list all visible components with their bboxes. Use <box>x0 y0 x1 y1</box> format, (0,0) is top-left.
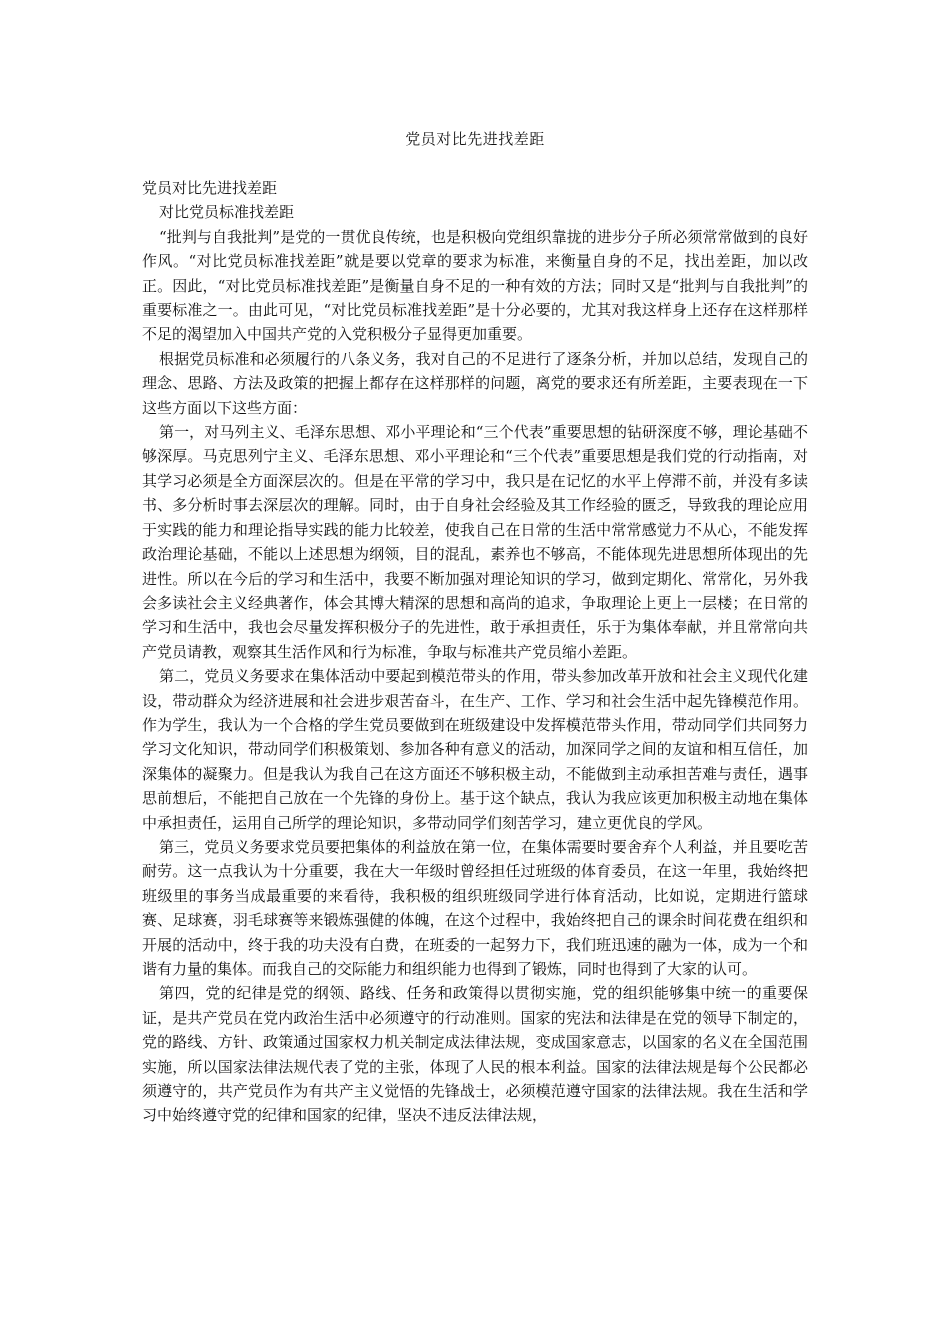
paragraph-second: 第二，党员义务要求在集体活动中要起到模范带头的作用，带头参加改革开放和社会主义现代化建设，带动群众为经济进展和社会进步艰苦奋斗，在生产、工作、学习和社会生活中起先锋模范作用。作为学生，我认为一个合格的学生党员要做到在班级建设中发挥模范带头作用，带动同学们共同努力学习文化知识，带动同学们积极策划、参加各种有意义的活动，加深同学之间的友谊和相互信任，加深集体的凝聚力。但是我认为我自己在这方面还不够积极主动，不能做到主动承担苦难与责任，遇事思前想后，不能把自己放在一个先锋的身份上。基于这个缺点，我认为我应该更加积极主动地在集体中承担责任，运用自己所学的理论知识，多带动同学们刻苦学习，建立更优良的学风。 <box>142 667 808 832</box>
paragraph-third: 第三，党员义务要求党员要把集体的利益放在第一位，在集体需要时要舍弃个人利益，并且要吃苦耐劳。这一点我认为十分重要，我在大一年级时曾经担任过班级的体育委员，在这一年里，我始终把班级里的事务当成最重要的来看待，我积极的组织班级同学进行体育活动，比如说，定期进行篮球赛、足球赛，羽毛球赛等来锻炼强健的体魄，在这个过程中，我始终把自己的课余时间花费在组织和开展的活动中，终于我的功夫没有白费，在班委的一起努力下，我们班迅速的融为一体，成为一个和谐有力量的集体。而我自己的交际能力和组织能力也得到了锻炼，同时也得到了大家的认可。 <box>142 837 808 978</box>
paragraph-analysis: 根据党员标准和必须履行的八条义务，我对自己的不足进行了逐条分析，并加以总结，发现自己的理念、思路、方法及政策的把握上都存在这样那样的问题，离党的要求还有所差距，主要表现在一下这些方面以下这些方面： <box>142 349 808 417</box>
document-body <box>142 176 808 1128</box>
document-heading: 党员对比先进找差距 <box>142 179 278 197</box>
paragraph-intro: “批判与自我批判”是党的一贯优良传统，也是积极向党组织靠拢的进步分子所必须常常做到的良好作风。“对比党员标准找差距”就是要以党章的要求为标准，来衡量自身的不足，找出差距，加以改正。因此，“对比党员标准找差距”是衡量自身不足的一种有效的方法；同时又是“批判与自我批判”的重要标准之一。由此可见，“对比党员标准找差距”是十分必要的，尤其对我这样身上还存在这样那样不足的渴望加入中国共产党的入党积极分子显得更加重要。 <box>142 227 808 344</box>
paragraph-fourth: 第四，党的纪律是党的纲领、路线、任务和政策得以贯彻实施，党的组织能够集中统一的重要保证，是共产党员在党内政治生活中必须遵守的行动准则。国家的宪法和法律是在党的领导下制定的，党的路线、方针、政策通过国家权力机关制定成法律法规，变成国家意志，以国家的名义在全国范围实施，所以国家法律法规代表了党的主张，体现了人民的根本利益。国家的法律法规是每个公民都必须遵守的，共产党员作为有共产主义觉悟的先锋战士，必须模范遵守国家的法律法规。我在生活和学习中始终遵守党的纪律和国家的纪律，坚决不违反法律法规， <box>142 984 808 1125</box>
document-subheading: 对比党员标准找差距 <box>159 203 295 222</box>
document-title: 党员对比先进找差距 <box>405 130 545 148</box>
paragraph-first: 第一，对马列主义、毛泽东思想、邓小平理论和“三个代表”重要思想的钻研深度不够，理论基础不够深厚。马克思列宁主义、毛泽东思想、邓小平理论和“三个代表”重要思想是我们党的行动指南，对其学习必须是全方面深层次的。但是在平常的学习中，我只是在记忆的水平上停滞不前，并没有多读书、多分析时事去深层次的理解。同时，由于自身社会经验及其工作经验的匮乏，导致我的理论应用于实践的能力和理论指导实践的能力比较差，使我自己在日常的生活中常常感觉力不从心，不能发挥政治理论基础，不能以上述思想为纲领，目的混乱，素养也不够高，不能体现先进思想所体现出的先进性。所以在今后的学习和生活中，我要不断加强对理论知识的学习，做到定期化、常常化，另外我会多读社会主义经典著作，体会其博大精深的思想和高尚的追求，争取理论上更上一层楼；在日常的学习和生活中，我也会尽量发挥积极分子的先进性，敢于承担责任，乐于为集体奉献，并且常常向共产党员请教，观察其生活作风和行为标准，争取与标准共产党员缩小差距。 <box>142 423 808 661</box>
